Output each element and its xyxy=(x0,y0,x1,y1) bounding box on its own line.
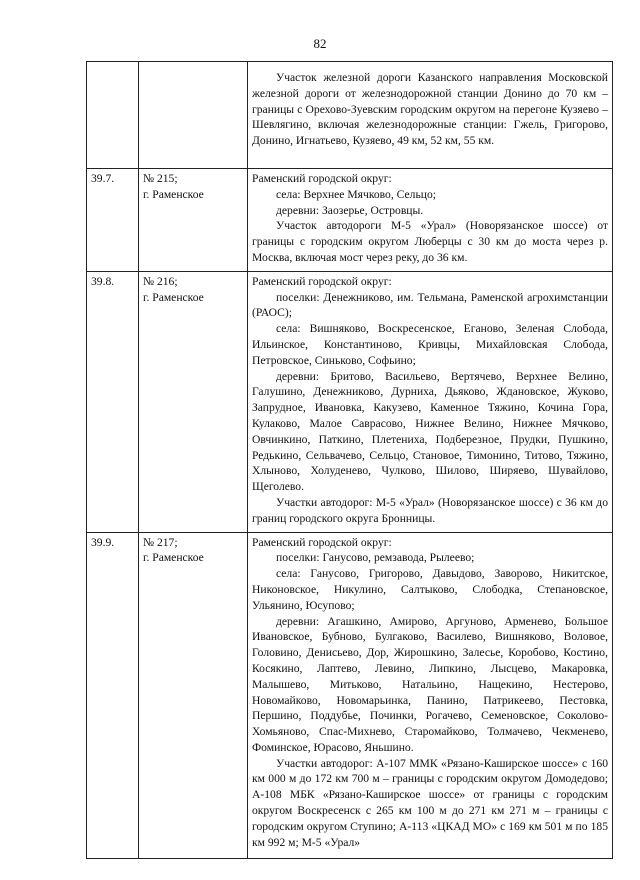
district-city: г. Раменское xyxy=(143,187,204,201)
description-paragraph: села: Вишняково, Воскресенское, Еганово, Зеленая Слобода, Ильинское, Константиново, Кривцы, Михайловская Слобода, Петровское, Синьково, Софьино; xyxy=(252,322,608,367)
description-paragraph: Раменский городской округ: xyxy=(252,274,392,288)
table-row xyxy=(87,532,613,858)
district-cell xyxy=(139,271,248,532)
description-paragraph: Раменский городской округ: xyxy=(252,172,392,185)
row-number-cell xyxy=(87,62,139,169)
district-cell xyxy=(139,532,248,858)
table-row xyxy=(87,169,613,272)
district-number: № 217; xyxy=(143,535,178,549)
description-paragraph: Участки автодорог: М-5 «Урал» (Новорязанское шоссе) с 36 км до границ городского округа Бронницы. xyxy=(252,495,608,525)
description-paragraph: деревни: Агашкино, Амирово, Аргуново, Арменево, Большое Ивановское, Бубново, Булгаково, Василево, Вишняково, Воловое, Головино, Денисьево, Дор, Жирошкино, Залесье, Коробово, Костино, Косякино, Лаптево, Левино, Липкино, Лысцево, Макаровка, Малышево, Митьково, Натальино, Нащекино, Нестерово, Новомайково, Новомарьинка, Панино, Патрикеево, Пестовка, Першино, Поддубье, Починки, Рогачево, Семеновское, Соколово-Хомьяново, Спас-Михнево, Старомайково, Толмачево, Чекменево, Фоминское, Юрасово, Яньшино. xyxy=(252,614,608,754)
description-paragraph: Участки автодорог: А-107 ММК «Рязано-Каширское шоссе» с 160 км 000 м до 172 км 700 м – границы с городским округом Домодедово; А-108 МБК «Рязано-Каширское шоссе» от границы с городским округом Воскресенск с 265 км 100 м до 271 км 271 м – границы с городским округом Ступино; А-113 «ЦКАД МО» с 169 км 501 м по 185 км 992 м; М-5 «Урал» xyxy=(252,756,608,849)
description-paragraph: села: Ганусово, Григорово, Давыдово, Заворово, Никитское, Никоновское, Никулино, Салтыково, Слободка, Степановское, Ульянино, Юсупово; xyxy=(252,567,608,612)
district-city: г. Раменское xyxy=(143,551,204,565)
row-number-cell: 39.7. xyxy=(87,169,139,272)
row-number-cell: 39.8. xyxy=(87,271,139,532)
table-row xyxy=(87,62,613,169)
description-cell xyxy=(248,271,613,532)
description-paragraph: деревни: Заозерье, Островцы. xyxy=(276,203,424,217)
district-cell xyxy=(139,62,248,169)
description-paragraph: села: Верхнее Мячково, Сельцо; xyxy=(276,187,436,201)
description-cell xyxy=(248,532,613,858)
page-number: 82 xyxy=(313,36,327,51)
district-number: № 216; xyxy=(143,274,178,288)
description-cell xyxy=(248,62,613,169)
district-city: г. Раменское xyxy=(143,290,204,304)
district-number: № 215; xyxy=(143,172,178,185)
description-paragraph: Раменский городской округ: xyxy=(252,535,392,549)
row-number-cell: 39.9. xyxy=(87,532,139,858)
district-cell xyxy=(139,169,248,272)
description-paragraph: Участок автодороги М-5 «Урал» (Новорязанское шоссе) от границы с городским округом Люберцы с 30 км до моста через р. Москва, включая мост через реку, до 36 км. xyxy=(252,219,608,264)
description-paragraph: поселки: Денежниково, им. Тельмана, Раменской агрохимстанции (РАОС); xyxy=(252,290,608,320)
description-paragraph: поселки: Ганусово, ремзавода, Рылеево; xyxy=(276,551,475,565)
description-cell xyxy=(248,169,613,272)
table-row xyxy=(87,271,613,532)
description-paragraph: Участок железной дороги Казанского направления Московской железной дороги от железнодорожной станции Донино до 70 км – границы с Орехово-Зуевским городским округом на перегоне Кузяево – Шевлягино, включая железнодорожные станции: Гжель, Григорово, Донино, Игнатьево, Кузяево, 49 км, 52 км, 55 км. xyxy=(252,71,608,148)
constituency-table xyxy=(86,61,613,859)
description-paragraph: деревни: Бритово, Васильево, Вертячево, Верхнее Велино, Галушино, Денежниково, Дурниха, Дьяково, Ждановское, Жуково, Запрудное, Ивановка, Какузево, Каменное Тяжино, Кочина Гора, Кулаково, Малое Саврасово, Нижнее Велино, Нижнее Мячково, Овчинкино, Паткино, Плетениха, Подберезное, Прудки, Пушкино, Редькино, Сельвачево, Сельцо, Становое, Тимонино, Титово, Тяжино, Хлыново, Холуденево, Чулково, Шилово, Ширяево, Шувайлово, Щеголево. xyxy=(252,369,608,494)
